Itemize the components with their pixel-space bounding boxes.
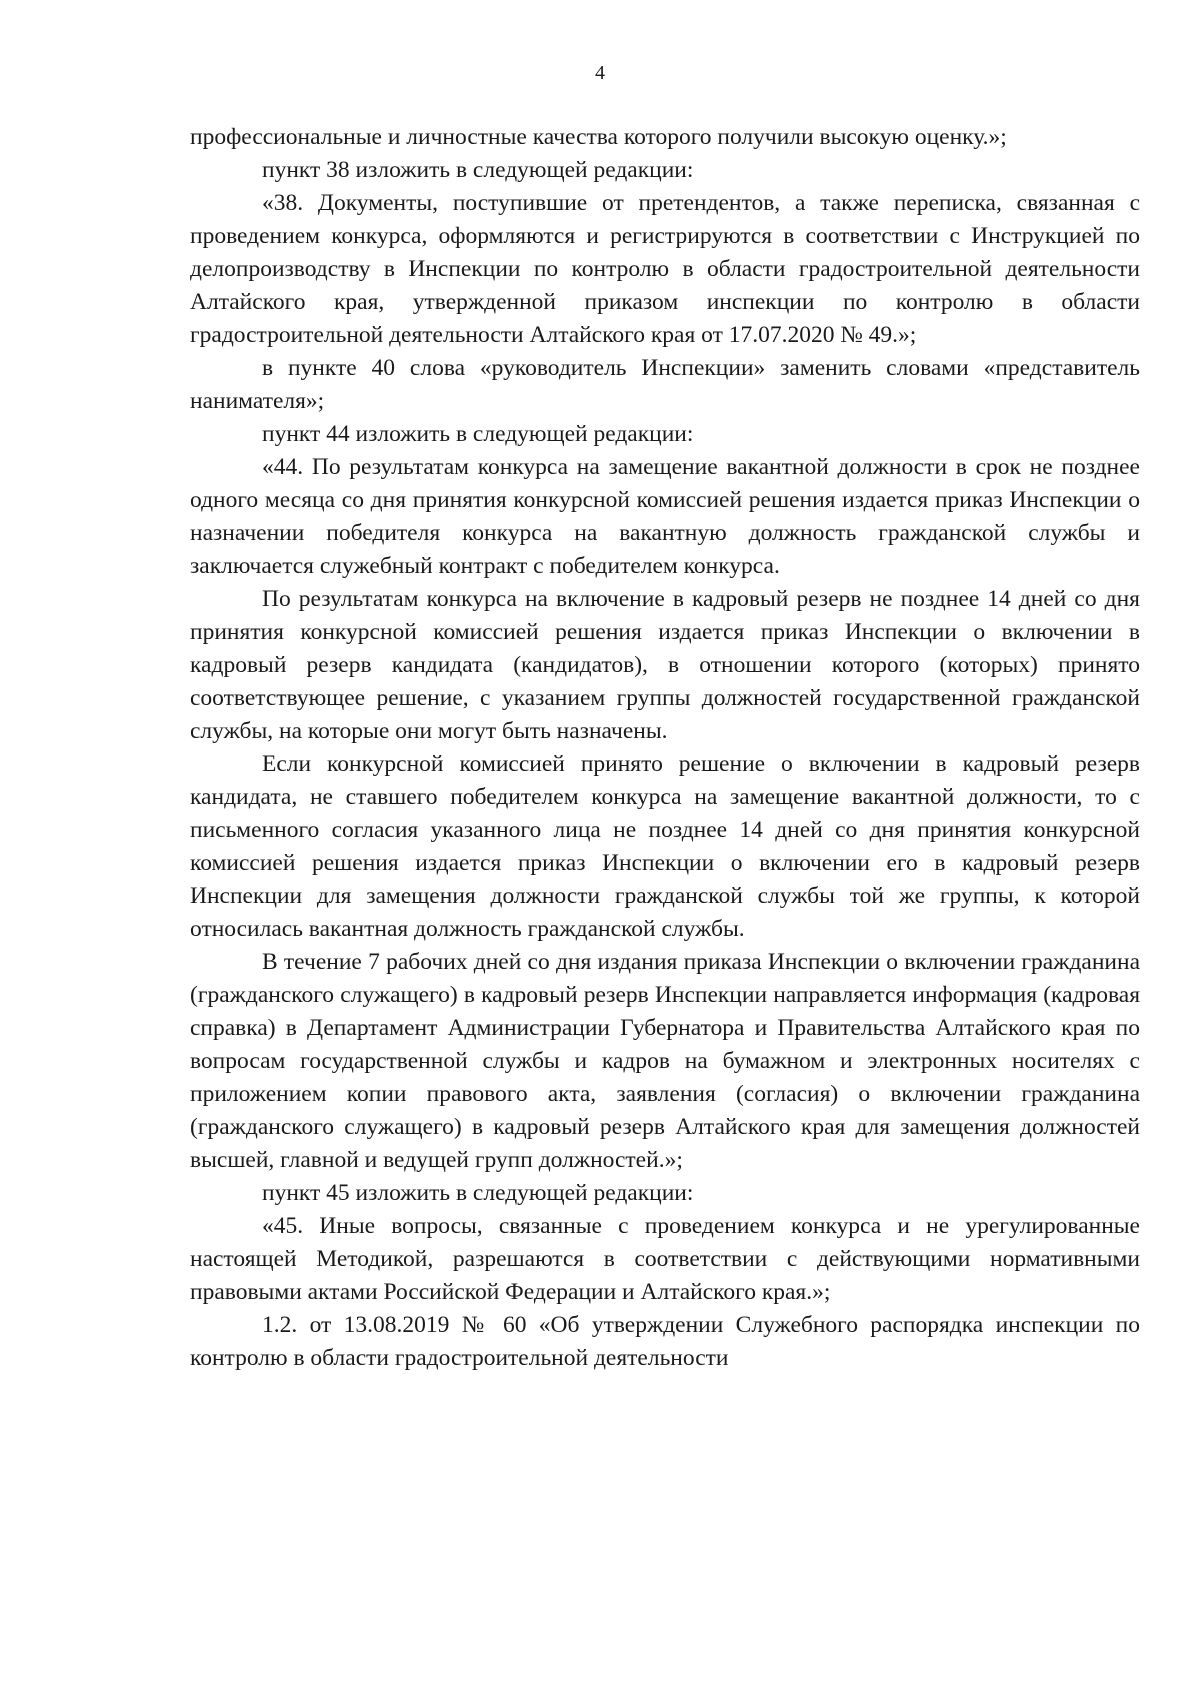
paragraph-item-38-text: «38. Документы, поступившие от претендентов, а также переписка, связанная с проведением конкурса, оформляются и регистрируются в соответствии с Инструкцией по делопроизводству в Инспекции по контролю в области градостроительной деятельности Алтайского края, утвержденной приказом инспекции по контролю в области градостроительной деятельности Алтайского края от 17.07.2020 № 49.»; (190, 190, 1140, 348)
paragraph-item-45-text: «45. Иные вопросы, связанные с проведением конкурса и не урегулированные настоящей Методикой, разрешаются в соответствии с действующими нормативными правовыми актами Российской Федерации и Алтайского края.»; (190, 1213, 1140, 1305)
paragraph-reserve-information: В течение 7 рабочих дней со дня издания приказа Инспекции о включении гражданина (гражданского служащего) в кадровый резерв Инспекции направляется информация (кадровая справка) в Департамент Администрации Губернатора и Правительства Алтайского края по вопросам государственной службы и кадров на бумажном и электронных носителях с приложением копии правового акта, заявления (согласия) о включении гражданина (гражданского служащего) в кадровый резерв Алтайского края для замещения должностей высшей, главной и ведущей групп должностей.»; (190, 949, 1140, 1173)
paragraph-reserve-results: По результатам конкурса на включение в кадровый резерв не позднее 14 дней со дня принятия конкурсной комиссией решения издается приказ Инспекции о включении в кадровый резерв кандидата (кандидатов), в отношении которого (которых) принято соответствующее решение, с указанием группы должностей государственной гражданской службы, на которые они могут быть назначены. (190, 586, 1140, 744)
paragraph-item-40-amendment: в пункте 40 слова «руководитель Инспекции» заменить словами «представитель нанимателя»; (190, 355, 1140, 414)
paragraph-reserve-decision: Если конкурсной комиссией принято решение о включении в кадровый резерв кандидата, не ставшего победителем конкурса на замещение вакантной должности, то с письменного согласия указанного лица не позднее 14 дней со дня принятия конкурсной комиссией решения издается приказ Инспекции о включении его в кадровый резерв Инспекции для замещения должности гражданской службы той же группы, к которой относилась вакантная должность гражданской службы. (190, 751, 1140, 942)
paragraph-item-44-text: «44. По результатам конкурса на замещение вакантной должности в срок не позднее одного месяца со дня принятия конкурсной комиссией решения издается приказ Инспекции о назначении победителя конкурса на вакантную должность гражданской службы и заключается служебный контракт с победителем конкурса. (190, 454, 1140, 579)
document-body (190, 121, 1140, 1375)
paragraph-continuation: профессиональные и личностные качества которого получили высокую оценку.»; (190, 124, 1007, 150)
paragraph-item-38-intro: пункт 38 изложить в следующей редакции: (262, 157, 694, 183)
paragraph-item-44-intro: пункт 44 изложить в следующей редакции: (262, 421, 694, 447)
paragraph-item-1-2: 1.2. от 13.08.2019 № 60 «Об утверждении Служебного распорядка инспекции по контролю в области градостроительной деятельности (190, 1312, 1140, 1371)
page-number: 4 (595, 62, 605, 84)
paragraph-item-45-intro: пункт 45 изложить в следующей редакции: (262, 1180, 694, 1206)
